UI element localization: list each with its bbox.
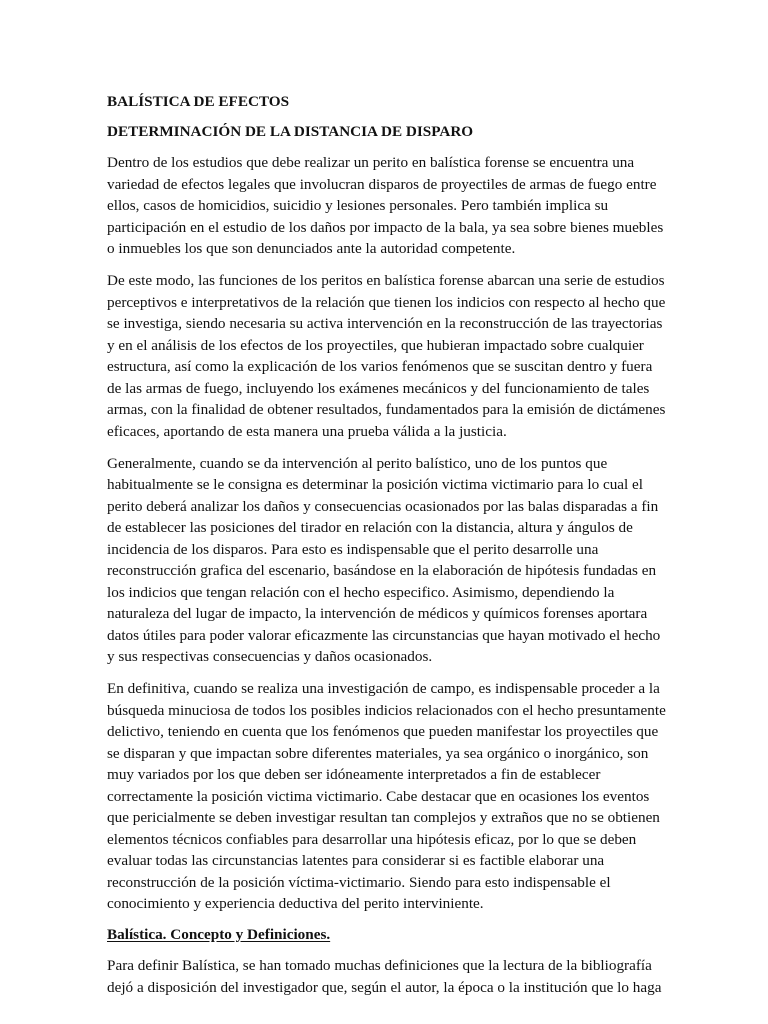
paragraph-line: los indicios que tengan relación con el hecho especifico. Asimismo, dependiendo la: [107, 583, 615, 601]
paragraph-line: elementos técnicos confiables para desarrollar una hipótesis eficaz, por lo que se deben: [107, 830, 637, 848]
paragraph-line: eficaces, aportando de esta manera una prueba válida a la justicia.: [107, 422, 507, 440]
paragraph-line: incidencia de los disparos. Para esto es indispensable que el perito desarrolle una: [107, 540, 599, 558]
document-title: BALÍSTICA DE EFECTOS: [107, 93, 290, 110]
document-body: [107, 152, 666, 915]
paragraph-line: reconstrucción grafica del escenario, basándose en la elaboración de hipótesis fundadas en: [107, 562, 657, 579]
paragraph: [107, 678, 666, 915]
paragraph-line: habitualmente se le consigna es determinar la posición victima victimario para lo cual el: [107, 476, 644, 493]
paragraph-line: Generalmente, cuando se da intervención al perito balístico, uno de los puntos que: [107, 454, 608, 472]
document-subtitle: DETERMINACIÓN DE LA DISTANCIA DE DISPARO: [107, 123, 474, 140]
paragraph-line: o inmuebles los que son denunciados ante la autoridad competente.: [107, 240, 516, 257]
paragraph-line: perceptivos e interpretativos de la relación que tienen los indicios con respecto al hecho que: [107, 293, 666, 311]
paragraph-line: muy variados por los que deben ser idóneamente interpretados a fin de establecer: [107, 766, 601, 783]
paragraph-line: y en el análisis de los efectos de los proyectiles, que hubieran impactado sobre cualquier: [107, 336, 644, 354]
paragraph-line: De este modo, las funciones de los peritos en balística forense abarcan una serie de estudios: [107, 272, 665, 289]
paragraph-line: que pericialmente se deben investigar resultan tan complejos y extraños que no se obtienen: [107, 809, 660, 826]
paragraph-line: evaluar todas las circunstancias latentes para considerar si es factible elaborar una: [107, 852, 605, 869]
paragraph-line: y sus respectivas consecuencias y daños ocasionados.: [107, 648, 433, 665]
paragraph-line: de las armas de fuego, incluyendo los exámenes mecánicos y del funcionamiento de tales: [107, 379, 650, 397]
paragraph-line: de establecer las posiciones del tirador en relación con la distancia, altura y ángulos de: [107, 519, 633, 536]
paragraph-line: se disparan y que impactan sobre diferentes materiales, ya sea orgánico o inorgánico, son: [107, 744, 649, 762]
paragraph-line: naturaleza del lugar de impacto, la intervención de médicos y químicos forenses aportara: [107, 605, 648, 622]
paragraph-line: variedad de efectos legales que involucran disparos de proyectiles de armas de fuego entre: [107, 175, 657, 193]
paragraph-line: delictivo, teniendo en cuenta que los fenómenos que pueden manifestar los proyectiles que: [107, 723, 659, 740]
paragraph: [107, 152, 662, 260]
paragraph-line: búsqueda minuciosa de todos los posibles indicios relacionados con el hecho presuntamente: [107, 701, 666, 719]
paragraph-line: perito deberá analizar los daños y consecuencias ocasionados por las balas disparadas a fin: [107, 497, 659, 515]
paragraph-line: conocimiento y experiencia deductiva del perito interviniente.: [107, 895, 484, 912]
paragraph-line: datos útiles para poder valorar eficazmente las circunstancias que hayan motivado el hecho: [107, 626, 661, 644]
section-paragraph: [107, 955, 662, 998]
paragraph-line: En definitiva, cuando se realiza una investigación de campo, es indispensable proceder a la: [107, 680, 660, 697]
paragraph-line: armas, con la finalidad de obtener resultados, fundamentados para la emisión de dictámenes: [107, 401, 666, 418]
paragraph-line: reconstrucción de la posición víctima-victimario. Siendo para esto indispensable el: [107, 873, 611, 891]
document-page: [107, 92, 666, 1009]
paragraph-line: estructura, así como la explicación de los varios fenómenos que se suscitan dentro y fuera: [107, 358, 653, 375]
paragraph-line: Dentro de los estudios que debe realizar un perito en balística forense se encuentra una: [107, 154, 635, 171]
paragraph-line: dejó a disposición del investigador que, según el autor, la época o la institución que lo haga: [107, 978, 662, 996]
paragraph-line: correctamente la posición victima victimario. Cabe destacar que en ocasiones los eventos: [107, 787, 650, 805]
paragraph: [107, 270, 666, 442]
section-heading: Balística. Concepto y Definiciones.: [107, 926, 331, 943]
paragraph-line: se investiga, siendo necesaria su activa intervención en la reconstrucción de las trayectorias: [107, 315, 663, 332]
paragraph-line: ellos, casos de homicidios, suicidio y lesiones personales. Pero también implica su: [107, 197, 609, 214]
paragraph-line: Para definir Balística, se han tomado muchas definiciones que la lectura de la bibliografía: [107, 957, 652, 974]
paragraph: [107, 453, 662, 668]
paragraph-line: participación en el estudio de los daños por impacto de la bala, ya sea sobre bienes muebles: [107, 218, 664, 236]
